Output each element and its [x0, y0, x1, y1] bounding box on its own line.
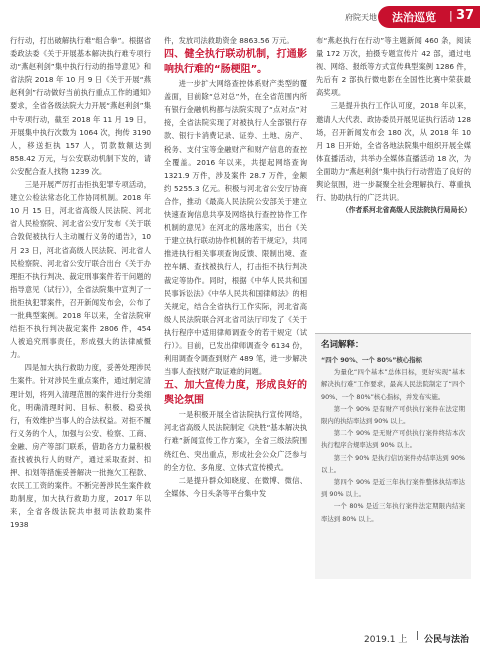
- glossary-subtitle: “四个 90%、一个 80%”核心指标: [321, 356, 422, 364]
- glossary-paragraph: 第一个 90% 是有财产可供执行案件在法定期限内的执结率达到 90% 以上。: [321, 404, 465, 426]
- glossary-paragraph: 一个 80% 是近三年执行案件法定期限内结案率达到 80% 以上。: [321, 502, 465, 523]
- paragraph: 件，发放司法救助资金 8863.56 万元。: [164, 36, 294, 45]
- paragraph: 一是积极开展全省法院执行宣传网络，河北省高级人民法院制定《决胜“基本解决执行难”新闻宣传工作方案》，全省三级法院围绕红色、突出重点，形成社会公众广泛参与的全方位、多角度、立体式宣传模式。: [164, 410, 307, 472]
- article-column-1: [10, 34, 151, 532]
- section-name: 府院天地: [345, 13, 377, 22]
- glossary-paragraph: 为量化“四个基本”总体目标，更好实现“基本解决执行难”工作要求，最高人民法院制定了“四个 90%、一个 80%”核心指标，并发布实施。: [321, 368, 465, 401]
- glossary-title: 名词解释：: [321, 340, 364, 350]
- glossary-paragraph: 第二个 90% 是无财产可供执行案件终结本次执行程序合规率达到 90% 以上。: [321, 429, 465, 450]
- page-number: 37: [456, 8, 475, 23]
- footer-separator: |: [416, 631, 420, 641]
- magazine-name: 公民与法治: [424, 635, 470, 645]
- glossary-body: [321, 354, 465, 525]
- author-credit: （作者系河北省高级人民法院执行局局长）: [341, 206, 471, 215]
- section-heading: 四、健全执行联动机制，打通影响执行难的“肠梗阻”。: [164, 49, 307, 76]
- article-column-3: [316, 34, 471, 217]
- section-heading: 五、加大宣传力度，形成良好的舆论氛围: [164, 380, 307, 407]
- article-column-2: [164, 34, 307, 500]
- page-header: [0, 0, 480, 36]
- glossary-paragraph: 第三个 90% 是执行信访案件办结率达到 90% 以上。: [321, 453, 465, 474]
- paragraph: 布“燕赵执行在行动”等主题新闻 460 条，阅读量 172 万次，拍摄专题宣传片 42 部，通过电视、网络、报纸等方式宣传典型案例 1286 件，先后有 2 部执行微电影在全国性比赛中荣获最高奖项。: [316, 36, 471, 98]
- issue-label: 2019.1 上: [364, 635, 408, 645]
- glossary-paragraph: 第四个 90% 是近三年执行案件整体执结率达到 90% 以上。: [321, 478, 465, 499]
- paragraph: 进一步扩大网络查控体系财产类型的覆盖面，目前除“总对总”外，在全省范围内所有银行金融机构都与法院实现了“点对点”对接，全省法院实现了对被执行人全部银行存款、银行卡消费记录、证券、土地、房产、税务、支付宝等金融财产和财产信息的查控全覆盖。2016 年以来，共提起网络查询 1321.9 万件，涉及案件 28.7 万件，金额约 5255.3 亿元。积极与河北省公安厅协商合作，推动《最高人民法院公安部关于建立快速查询信息共享及网络执行查控协作工作机制的意见》在河北的落地落实，出台《关于建立执行联动协作机制的若干规定》，共同推进执行相关事项查询反馈、限制出境、查控车辆、查找被执行人，打击拒不执行判决裁定等协作。同时，根据《中华人民共和国民事诉讼法》《中华人民共和国律师法》的相关规定，结合全省执行工作实际，河北省高级人民法院联合河北省司法厅印发了《关于执行程序中适用律师调查令的若干规定（试行）》。目前，已发出律师调查令 6134 份，利用调查令调查到财产 489 笔，进一步解决当事人查找财产取证难的问题。: [164, 79, 307, 377]
- paragraph: 三是提升执行工作认可度，2018 年以来，邀请人大代表、政协委员开展见证执行活动 128 场，召开新闻发布会 180 次，从 2018 年 10 月 18 日开始，全省各地法院集中组织开展全媒体直播活动，共举办全媒体直播活动 18 次，为全面助力“燕赵利剑”集中执行行动营造了良好的舆论氛围，进一步凝聚全社会理解执行、尊重执行、协助执行的广泛共识。: [316, 101, 471, 203]
- header-separator: |: [449, 9, 453, 22]
- paragraph: 三是开展严厉打击拒执犯罪专项活动，建立公检法常态化工作协同机制。2018 年 10 月 15 日，河北省高级人民法院、河北省人民检察院、河北省公安厅发布《关于联合敦促被执行人主动履行义务的通告》，10 月 23 日，河北省高级人民法院、河北省人民检察院、河北省公安厅联合出台《关于办理拒不执行判决、裁定刑事案件若干问题的指导意见（试行）》，全省法院集中宣判了一批拒执犯罪案件，召开新闻发布会，公布了一批典型案例。2018 年以来，全省法院审结拒不执行判决裁定案件 2806 件，454 人被追究刑事责任，形成强大的法律威慑力。: [10, 180, 151, 360]
- paragraph: 四是加大执行救助力度，妥善处理涉民生案件。针对涉民生重点案件，通过制定清理计划，将列入清理范围的案件进行分类细化，明确清理时间、目标、积极、稳妥执行，有效维护当事人的合法权益。对拒不履行义务的个人，加强与公安、检察、工商、金融、房产等部门联系，借助各方力量积极查找被执行人的财产，通过采取查封、扣押、扣划等措施妥善解决一批拖欠工程款、农民工工资的案件。不断完善涉民生案件救助制度，加大执行救助力度，2017 年以来，全省各级法院共申报司法救助案件 1938: [10, 363, 151, 530]
- page-footer: [0, 628, 480, 651]
- column-title: 法治巡览: [392, 11, 436, 24]
- paragraph: 行行动，打出破解执行难“组合拳”。根据省委政法委《关于开展基本解决执行难专项行动“燕赵利剑”集中执行行动的指导意见》和省法院 2018 年 10 月 9 日《关于开展“燕赵利剑”行动做好当前执行重点工作的通知》要求，全省各级法院大力开展“燕赵利剑”集中专项行动，截至 2018 年 11 月 19 日，开展集中执行次数为 1064 次，拘传 3190 人，移送拒执 157 人，罚款数额达到 858.42 万元，与公安联动机制下发的，请公安配合查人找物 1239 次。: [10, 36, 151, 176]
- glossary-box: [315, 333, 471, 579]
- paragraph: 二是提升群众知晓度、在微博、微信、全媒体、今日头条等平台集中发: [164, 475, 307, 498]
